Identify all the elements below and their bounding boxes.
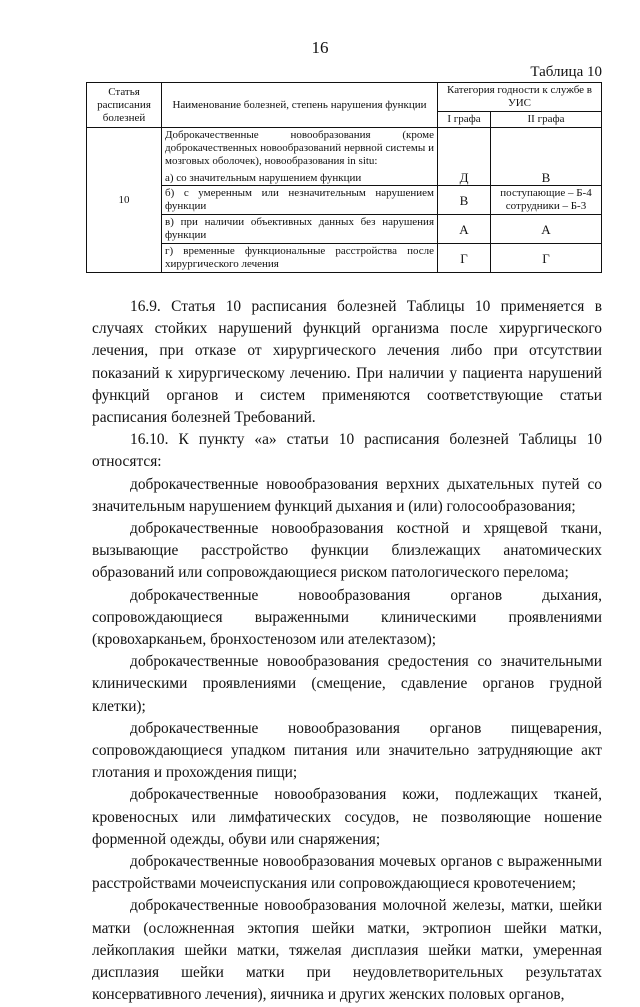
page-number: 16	[311, 38, 329, 57]
row-graf2: Г	[491, 244, 602, 273]
paragraph: доброкачественные новообразования кожи, подлежащих тканей, кровеносных или лимфатических сосудов, не позволяющие ношение форменной одежды, обуви или снаряжения;	[92, 786, 602, 848]
row-name: а) со значительным нарушением функции	[165, 172, 362, 184]
header-graf2: II графа	[491, 112, 602, 128]
paragraph: 16.9. Статья 10 расписания болезней Таблицы 10 применяется в случаях стойких нарушений функций организма после хирургического лечения, при отказе от хирургического лечения либо при отсутствии показаний к хирургическому лечению. При наличии у пациента нарушений функций органов и систем применяются соответствующие статьи расписания болезней Требований.	[92, 298, 602, 427]
paragraph: доброкачественные новообразования органов дыхания, сопровождающиеся выраженными клиническими проявлениями (кровохарканьем, бронхостенозом или ателектазом);	[92, 586, 602, 649]
paragraph: доброкачественные новообразования молочной железы, матки, шейки матки (осложненная эктопия шейки матки, эктропион шейки матки, лейкоплакия шейки матки, тяжелая дисплазия шейки матки, умеренная дисплазия шейки матки при неудовлетворительных результатах консервативного лечения), яичника и других женских половых органов,	[92, 897, 602, 1004]
header-article: Статья расписания болезней	[87, 83, 162, 128]
row-graf2: поступающие – Б-4 сотрудники – Б-3	[491, 186, 602, 215]
paragraph: доброкачественные новообразования верхних дыхательных путей со значительным нарушением функций дыхания и (или) голосообразования;	[92, 475, 602, 515]
header-graf1: I графа	[438, 112, 491, 128]
intro-text: Доброкачественные новообразования (кроме доброкачественных новообразований нервной системы и мозговых оболочек), новообразования in situ:	[165, 129, 434, 167]
paragraph: доброкачественные новообразования костной и хрящевой ткани, вызывающие расстройство функции близлежащих анатомических образований или сопровождающиеся риском патологического перелома;	[92, 520, 602, 582]
diseases-table	[86, 82, 602, 273]
row-graf2: В	[491, 128, 602, 186]
table-row	[87, 244, 602, 273]
table-row	[87, 215, 602, 244]
table-row	[87, 186, 602, 215]
row-graf1: Г	[438, 244, 491, 273]
paragraph: доброкачественные новообразования мочевых органов с выраженными расстройствами мочеиспускания или сопровождающиеся кровотечением;	[92, 853, 602, 893]
row-graf2: А	[491, 215, 602, 244]
paragraph: доброкачественные новообразования органов пищеварения, сопровождающиеся упадком питания или значительно затрудняющие акт глотания и прохождения пищи;	[92, 719, 602, 782]
table-row	[87, 128, 602, 186]
row-graf1: Д	[438, 128, 491, 186]
table-caption: Таблица 10	[530, 64, 602, 80]
row-intro-text	[162, 128, 438, 186]
table-header-row	[87, 83, 602, 112]
header-name: Наименование болезней, степень нарушения функции	[162, 83, 438, 128]
row-name: г) временные функциональные расстройства после хирургического лечения	[162, 244, 438, 273]
row-graf1: В	[438, 186, 491, 215]
row-name: б) с умеренным или незначительным нарушением функции	[162, 186, 438, 215]
row-name: в) при наличии объективных данных без нарушения функции	[162, 215, 438, 244]
paragraph: доброкачественные новообразования средостения со значительными клиническими проявлениями (смещение, сдавление органов грудной клетки);	[92, 653, 602, 715]
row-graf1: А	[438, 215, 491, 244]
article-number: 10	[87, 128, 162, 273]
paragraph: 16.10. К пункту «а» статьи 10 расписания болезней Таблицы 10 относятся:	[92, 431, 602, 471]
header-category: Категория годности к службе в УИС	[438, 83, 602, 112]
body-text	[92, 296, 602, 1007]
